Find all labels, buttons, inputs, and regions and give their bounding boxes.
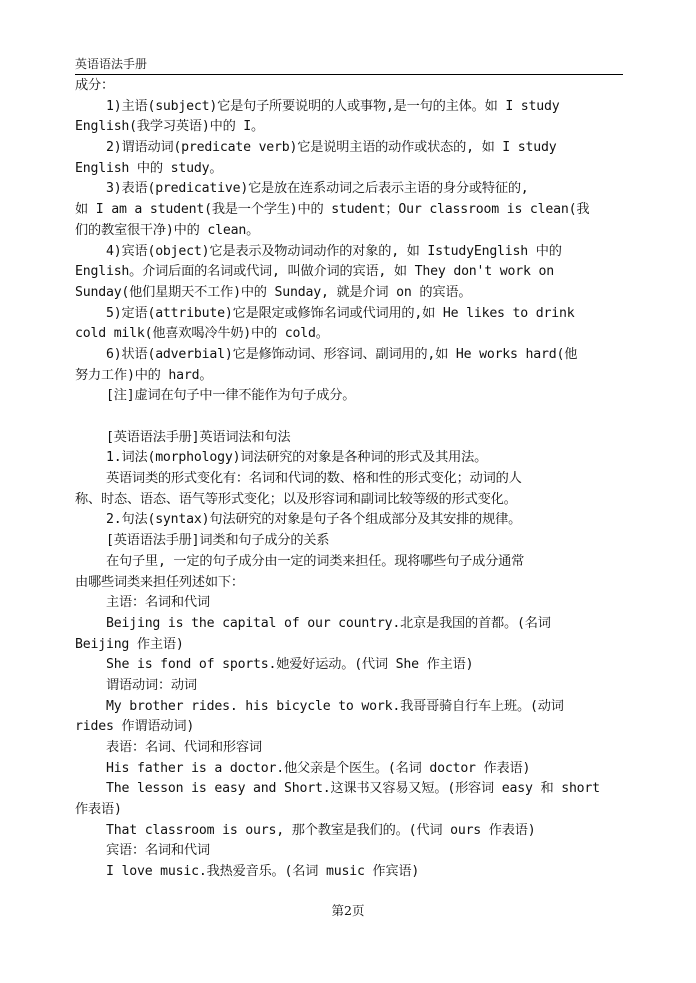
- text-line: 在句子里, 一定的句子成分由一定的词类来担任。现将哪些句子成分通常: [106, 553, 525, 569]
- text-line: English(我学习英语)中的 I。: [75, 119, 265, 135]
- text-line: The lesson is easy and Short.这课书又容易又短。(形容词 easy 和 short: [106, 781, 600, 797]
- text-line: Beijing is the capital of our country.北京是我国的首都。(名词: [106, 615, 551, 631]
- text-line: cold milk(他喜欢喝冷牛奶)中的 cold。: [75, 326, 329, 342]
- text-line: I love music.我热爱音乐。(名词 music 作宾语): [106, 864, 420, 880]
- text-line: 2.句法(syntax)句法研究的对象是句子各个组成部分及其安排的规律。: [106, 512, 522, 528]
- text-line: 4)宾语(object)它是表示及物动词动作的对象的, 如 IstudyEnglish 中的: [106, 243, 562, 259]
- text-line: 称、时态、语态、语气等形式变化；以及形容词和副词比较等级的形式变化。: [75, 491, 517, 507]
- text-line: 英语词类的形式变化有：名词和代词的数、格和性的形式变化；动词的人: [106, 471, 522, 487]
- section-heading: [英语语法手册]英语词法和句法: [106, 429, 291, 445]
- text-line: 作表语): [75, 802, 122, 818]
- blank-line: [75, 407, 627, 428]
- text-line: His father is a doctor.他父亲是个医生。(名词 doctor 作表语): [106, 760, 531, 776]
- text-line: 1)主语(subject)它是句子所要说明的人或事物,是一句的主体。如 I study: [106, 98, 560, 114]
- text-line: English。介词后面的名词或代词, 叫做介词的宾语, 如 They don't work on: [75, 264, 554, 280]
- page-header: [75, 56, 623, 75]
- text-line: 5)定语(attribute)它是限定或修饰名词或代词用的,如 He likes to drink: [106, 305, 575, 321]
- page-footer: [0, 903, 696, 919]
- text-line: 主语：名词和代词: [106, 595, 210, 611]
- text-line: 1.词法(morphology)词法研究的对象是各种词的形式及其用法。: [106, 450, 488, 466]
- document-body: [75, 76, 627, 883]
- text-line: Sunday(他们星期天不工作)中的 Sunday, 就是介词 on 的宾语。: [75, 284, 472, 300]
- text-line: She is fond of sports.她爱好运动。(代词 She 作主语): [106, 657, 474, 673]
- text-line: 宾语：名词和代词: [106, 843, 210, 859]
- text-line: My brother rides. his bicycle to work.我哥哥骑自行车上班。(动词: [106, 698, 564, 714]
- header-title: 英语语法手册: [75, 57, 148, 71]
- page-number: 第2页: [331, 903, 365, 918]
- text-line: 表语：名词、代词和形容词: [106, 740, 262, 755]
- text-line: 如 I am a student(我是一个学生)中的 student；Our classroom is clean(我: [75, 202, 590, 218]
- text-line: 6)状语(adverbial)它是修饰动词、形容词、副词用的,如 He works hard(他: [106, 346, 578, 362]
- text-line: That classroom is ours, 那个教室是我们的。(代词 ours 作表语): [106, 822, 536, 838]
- text-line: Beijing 作主语): [75, 636, 184, 652]
- text-line: 3)表语(predicative)它是放在连系动词之后表示主语的身分或特征的,: [106, 181, 529, 197]
- text-line: English 中的 study。: [75, 160, 223, 176]
- text-line: 们的教室很干净)中的 clean。: [75, 222, 260, 238]
- text-line: rides 作谓语动词): [75, 719, 195, 735]
- text-line: [注]虚词在句子中一律不能作为句子成分。: [106, 388, 356, 404]
- text-line: 成分：: [75, 78, 114, 93]
- text-line: 由哪些词类来担任列述如下：: [75, 574, 244, 590]
- section-heading: [英语语法手册]词类和句子成分的关系: [106, 533, 330, 549]
- text-line: 2)谓语动词(predicate verb)它是说明主语的动作或状态的, 如 I study: [106, 140, 557, 156]
- text-line: 谓语动词：动词: [106, 677, 197, 693]
- text-line: 努力工作)中的 hard。: [75, 367, 213, 383]
